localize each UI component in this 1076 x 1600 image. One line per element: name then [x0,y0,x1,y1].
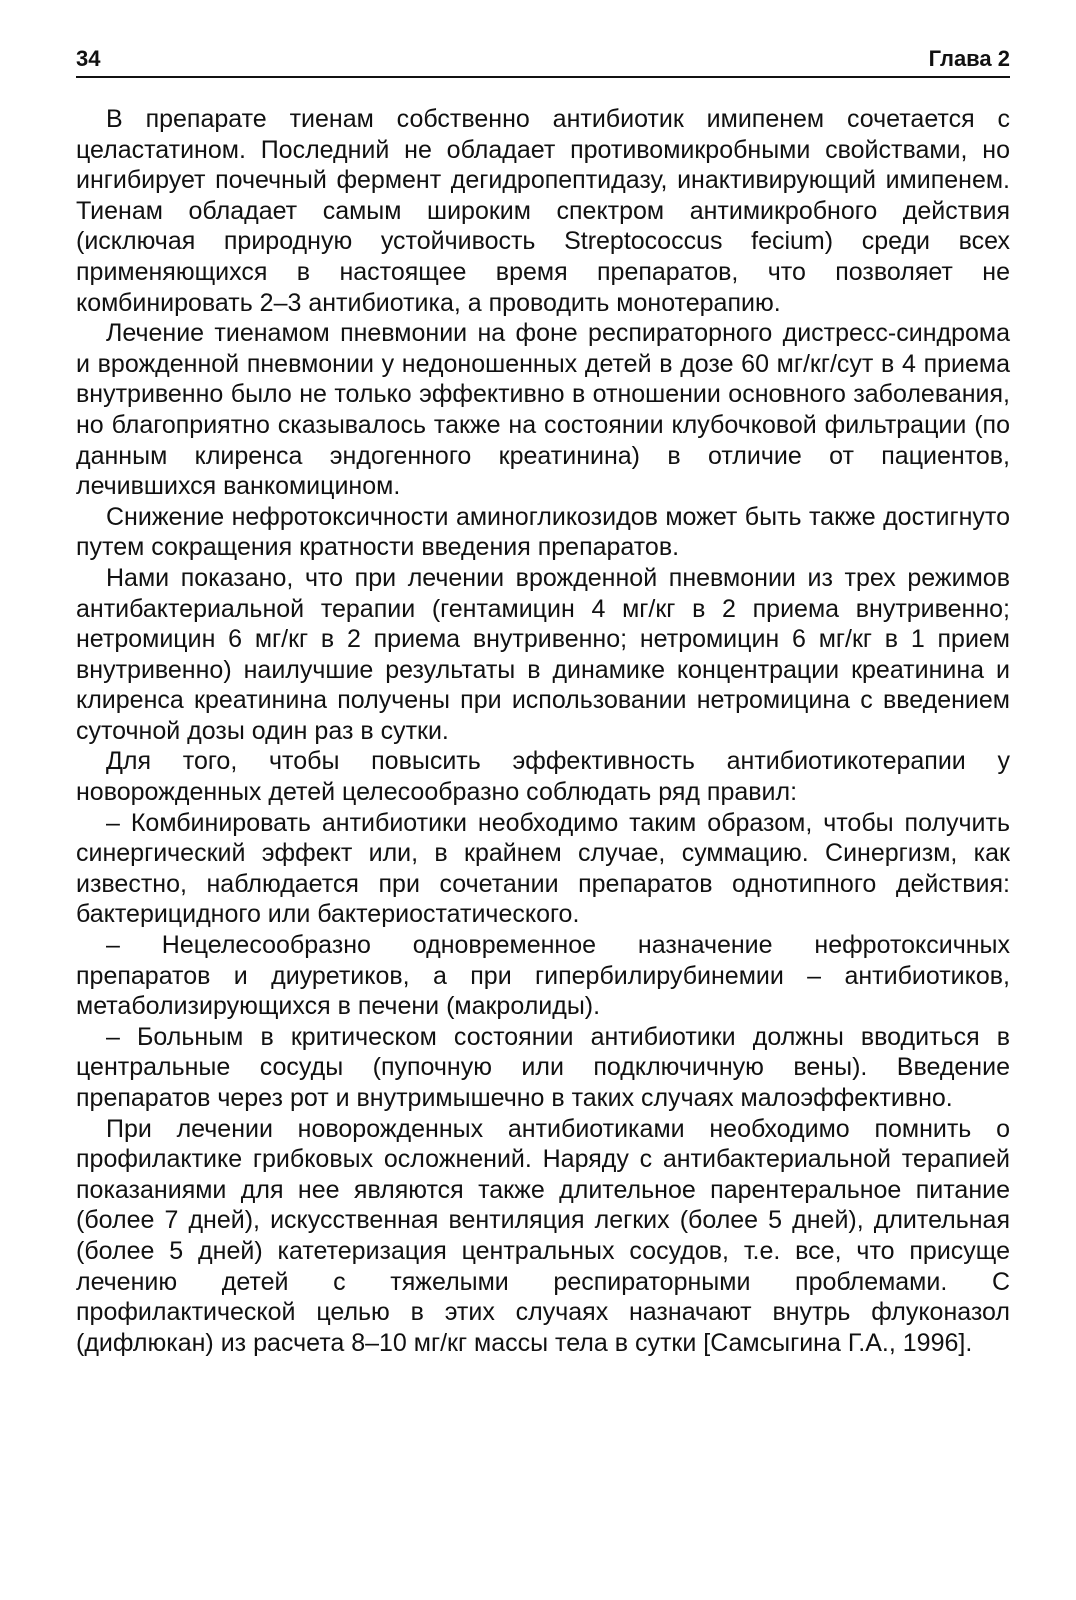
paragraph: Лечение тиенамом пневмонии на фоне респираторного дистресс-синдрома и врожденной пневмонии у недоношенных детей в дозе 60 мг/кг/сут в 4 приема внутривенно было не только эффективно в отношении основного заболевания, но благоприятно сказывалось также на состоянии клубочковой фильтрации (по данным клиренса эндогенного креатинина) в отличие от пациентов, лечившихся ванкомицином. [76,319,1010,501]
page-number: 34 [76,46,101,71]
list-item-paragraph: – Больным в критическом состоянии антибиотики должны вводиться в центральные сосуды (пупочную или подключичную вены). Введение препаратов через рот и внутримышечно в таких случаях малоэффективно. [76,1022,1010,1112]
chapter-title: Глава 2 [928,46,1010,71]
header-rule [76,76,1010,78]
book-page [76,36,1010,1358]
body-text [76,104,1010,1358]
running-header [76,36,1010,76]
paragraph: При лечении новорожденных антибиотиками необходимо помнить о профилактике грибковых осложнений. Наряду с антибактериальной терапией показаниями для нее являются также длительное парентеральное питание (более 7 дней), искусственная вентиляция легких (более 5 дней), длительная (более 5 дней) катетеризация центральных сосудов, т.е. все, что присуще лечению детей с тяжелыми респираторными проблемами. С профилактической целью в этих случаях назначают внутрь флуконазол (дифлюкан) из расчета 8–10 мг/кг массы тела в сутки [Самсыгина Г.А., 1996]. [76,1114,1010,1357]
paragraph: Нами показано, что при лечении врожденной пневмонии из трех режимов антибактериальной терапии (гентамицин 4 мг/кг в 2 приема внутривенно; нетромицин 6 мг/кг в 2 приема внутривенно; нетромицин 6 мг/кг в 1 прием внутривенно) наилучшие результаты в динамике концентрации креатинина и клиренса креатинина получены при использовании нетромицина с введением суточной дозы один раз в сутки. [76,563,1010,745]
list-item-paragraph: – Комбинировать антибиотики необходимо таким образом, чтобы получить синергический эффект или, в крайнем случае, суммацию. Синергизм, как известно, наблюдается при сочетании препаратов однотипного действия: бактерицидного или бактериостатического. [76,808,1010,929]
list-item-paragraph: – Нецелесообразно одновременное назначение нефротоксичных препаратов и диуретиков, а при гипербилирубинемии – антибиотиков, метаболизирующихся в печени (макролиды). [76,931,1010,1021]
paragraph: Для того, чтобы повысить эффективность антибиотикотерапии у новорожденных детей целесообразно соблюдать ряд правил: [76,747,1010,807]
paragraph: В препарате тиенам собственно антибиотик имипенем сочетается с целастатином. Последний не обладает противомикробными свойствами, но ингибирует почечный фермент дегидропептидазу, инактивирующий имипенем. Тиенам обладает самым широким спектром антимикробного действия (исключая природную устойчивость Streptococcus fecium) среди всех применяющихся в настоящее время препаратов, что позволяет не комбинировать 2–3 антибиотика, а проводить монотерапию. [76,105,1010,317]
paragraph: Снижение нефротоксичности аминогликозидов может быть также достигнуто путем сокращения кратности введения препаратов. [76,502,1010,562]
